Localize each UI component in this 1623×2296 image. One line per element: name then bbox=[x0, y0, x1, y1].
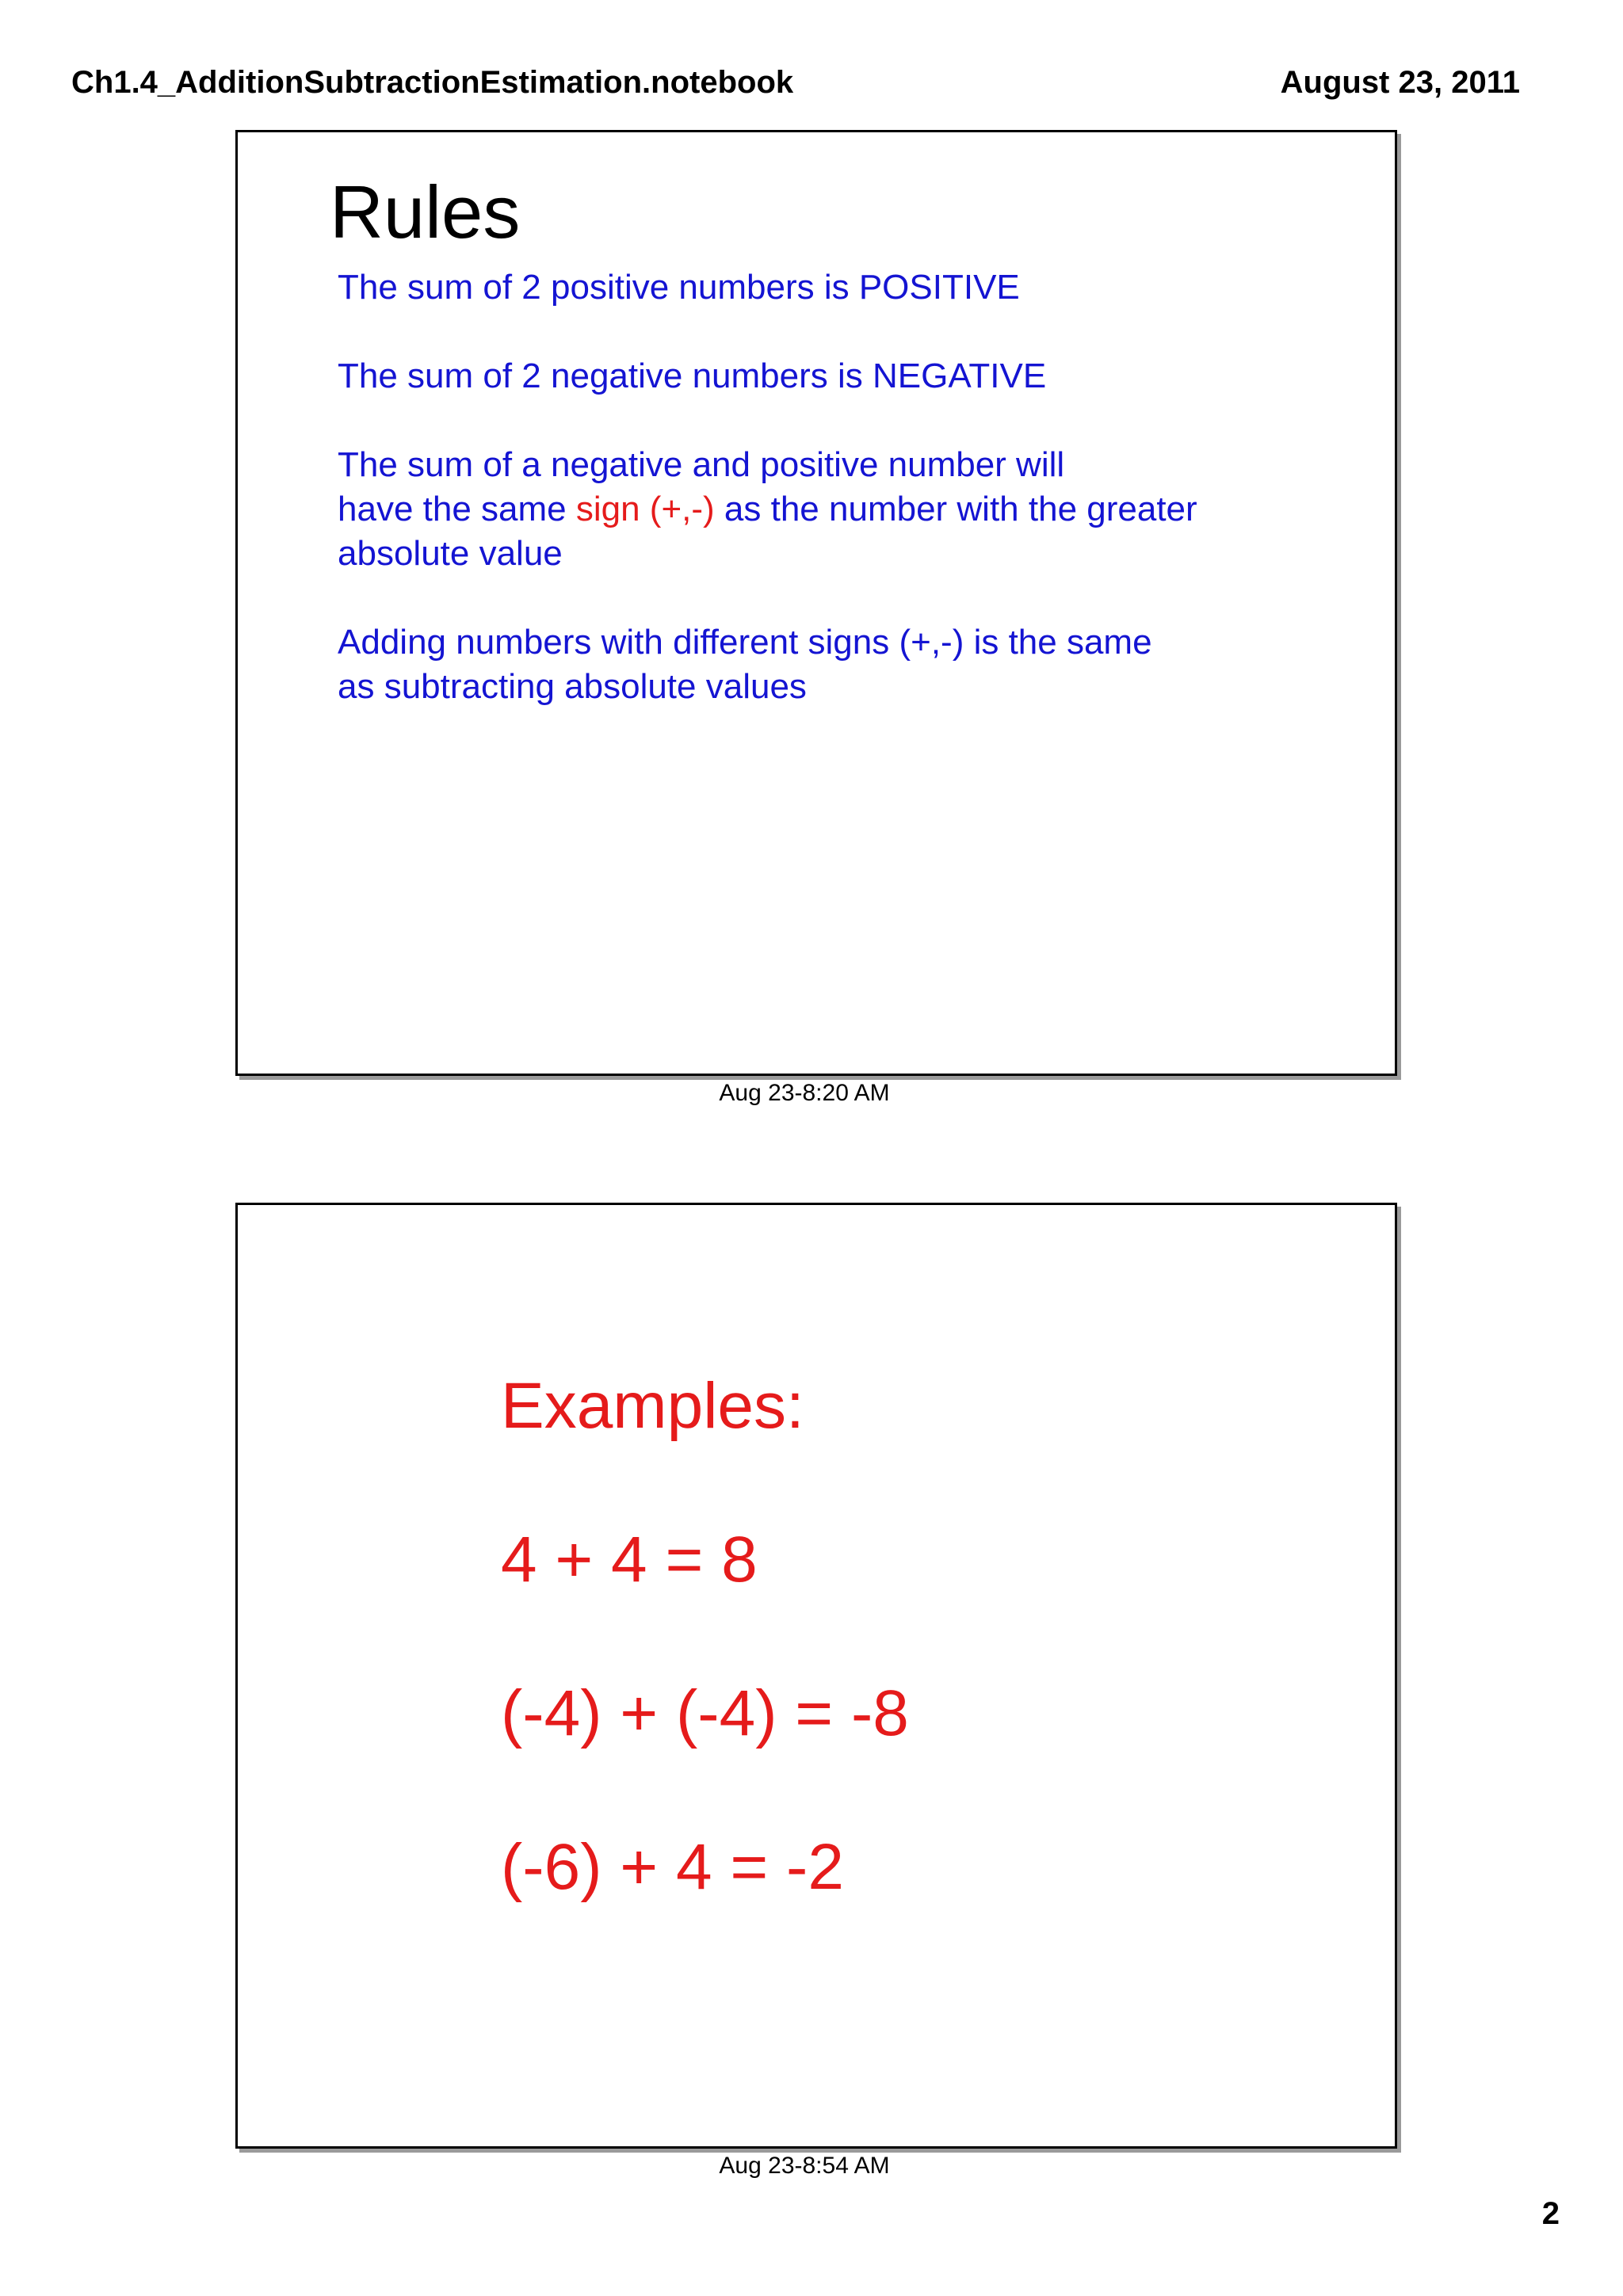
rule-line: absolute value bbox=[338, 534, 563, 573]
sign-highlight: sign (+,-) bbox=[575, 490, 715, 528]
example-equation: (-6) + 4 = -2 bbox=[501, 1831, 844, 1903]
slide-timestamp: Aug 23-8:20 AM bbox=[719, 1080, 890, 1106]
page-number: 2 bbox=[1541, 2196, 1560, 2231]
notebook-filename: Ch1.4_AdditionSubtractionEstimation.notebook bbox=[71, 65, 794, 100]
rule-line: The sum of a negative and positive number will bbox=[338, 445, 1065, 484]
rule-line: Adding numbers with different signs (+,-) is the same bbox=[338, 623, 1152, 662]
rule-line: as subtracting absolute values bbox=[338, 667, 807, 706]
notebook-date: August 23, 2011 bbox=[1280, 65, 1520, 100]
rule-mixed-sign-sum bbox=[338, 443, 1197, 576]
rule-different-signs bbox=[338, 620, 1152, 709]
rule-line-part: as the number with the greater bbox=[714, 490, 1197, 528]
slide-rules bbox=[235, 130, 1397, 1076]
rule-line: The sum of 2 negative numbers is NEGATIVE bbox=[338, 357, 1047, 395]
rule-line-part: have the same bbox=[338, 490, 576, 528]
rule-line: The sum of 2 positive numbers is POSITIVE bbox=[338, 268, 1020, 307]
rule-positive-sum bbox=[338, 265, 1020, 310]
example-equation: (-4) + (-4) = -8 bbox=[501, 1677, 909, 1749]
slide-examples bbox=[235, 1203, 1397, 2149]
examples-title: Examples: bbox=[501, 1370, 804, 1442]
example-equation: 4 + 4 = 8 bbox=[501, 1524, 758, 1596]
rules-title: Rules bbox=[330, 170, 521, 254]
rule-negative-sum bbox=[338, 354, 1046, 399]
slide-timestamp: Aug 23-8:54 AM bbox=[719, 2153, 890, 2179]
